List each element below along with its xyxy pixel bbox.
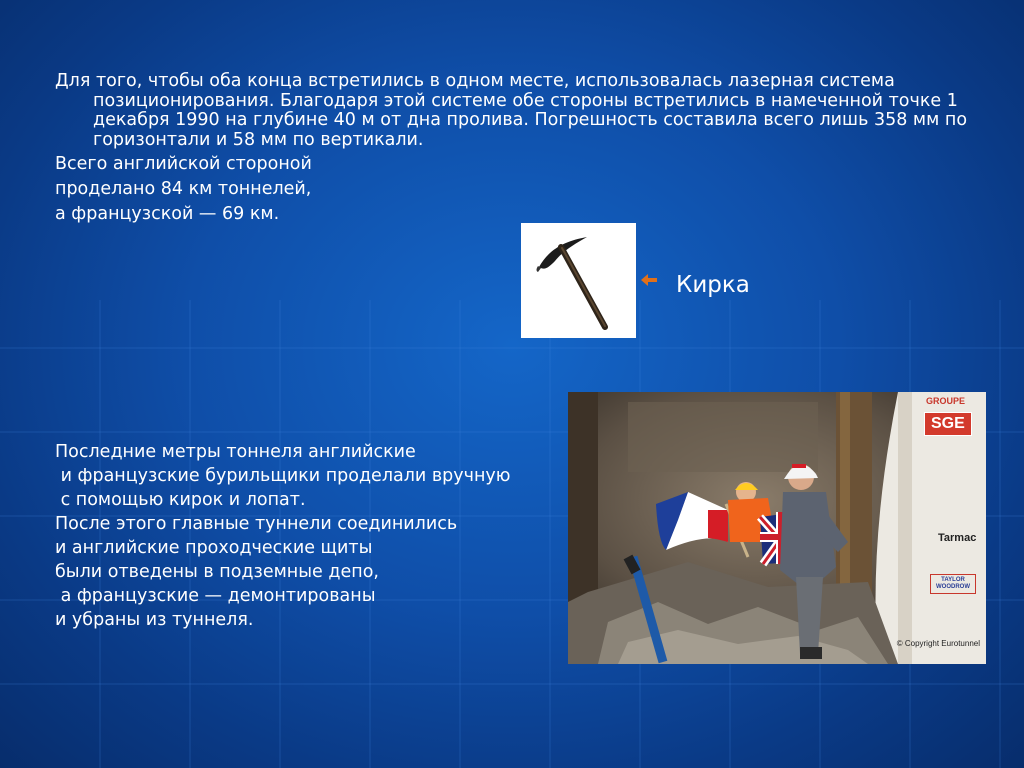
bottom-line-6: были отведены в подземные депо, <box>55 562 379 582</box>
intro-paragraph: Для того, чтобы оба конца встретились в одном месте, использовалась лазерная система позиционирования. Благодаря этой системе обе стороны встретились в намеченной точке 1 декабря 1990 на глубине 40 м от дна пролива. Погрешность составила всего лишь 358 мм по горизонтали и 58 мм по вертикали. <box>55 71 968 150</box>
sponsor-taylor-woodrow: TAYLOR WOODROW <box>930 574 976 594</box>
sponsor-sge: SGE <box>924 412 972 436</box>
sponsor-groupe: GROUPE <box>926 396 966 406</box>
intro-line-1: Всего английской стороной <box>55 154 312 174</box>
bottom-line-8: и убраны из туннеля. <box>55 610 254 630</box>
bottom-line-7: а французские — демонтированы <box>55 586 376 606</box>
bottom-line-1: Последние метры тоннеля английские <box>55 442 416 462</box>
pickaxe-icon <box>521 223 636 338</box>
bottom-line-2: и французские бурильщики проделали вручную <box>55 466 511 486</box>
photo-copyright: © Copyright Eurotunnel <box>896 639 980 648</box>
bottom-line-4: После этого главные туннели соединились <box>55 514 458 534</box>
intro-line-3: а французской — 69 км. <box>55 204 280 224</box>
pick-caption: Кирка <box>676 272 750 298</box>
pickaxe-image <box>521 223 636 338</box>
sponsor-tarmac: Tarmac <box>938 532 977 544</box>
arrow-left-icon <box>641 273 661 287</box>
tunnel-breakthrough-photo <box>568 392 986 664</box>
bottom-line-5: и английские проходческие щиты <box>55 538 373 558</box>
bottom-line-3: с помощью кирок и лопат. <box>55 490 306 510</box>
intro-line-2: проделано 84 км тоннелей, <box>55 179 312 199</box>
